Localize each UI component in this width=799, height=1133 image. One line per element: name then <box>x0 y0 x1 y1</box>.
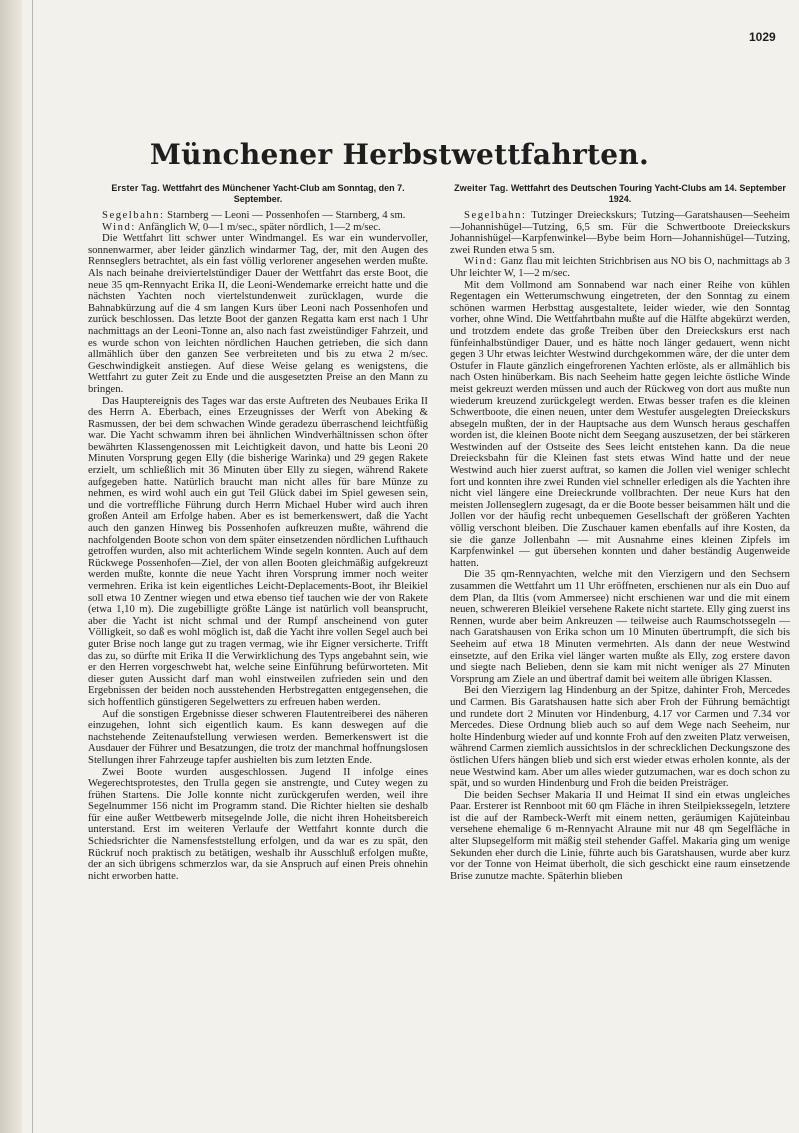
article-title: Münchener Herbstwettfahrten. <box>149 138 650 171</box>
left-paragraph: Das Hauptereignis des Tages war das erste Auftreten des Neubaues Erika II des Herrn A. Eberbach, eines Erzeugnisses der Werft von Abeking & Rasmussen, der bei dem schwachen Winde geradezu überraschend leichtfüßig war. Die Yacht schwamm ihren bei ähnlichen Windverhältnissen schon öfter bewährten Klassengenossen mit Leichtigkeit davon, und hatte bis Leoni 20 Minuten Vorsprung gegen Elly (die bisherige Warinka) und 29 gegen Rakete erzielt, um schließlich mit 36 Minuten über Elly zu siegen, während Rakete aufgegeben hatte. Natürlich braucht man nicht alles für bare Münze zu nehmen, es wird wohl auch ein gut Teil Glück dabei im Spiel gewesen sein, und die vortreffliche Führung durch Herrn Michael Huber wird auch ihren großen Anteil am Erfolge haben. Aber es ist bemerkenswert, daß die Yacht auch den ganzen Hinweg bis Possenhofen aufkreuzen mußte, während die nachfolgenden Boote schon von dem später einsetzenden nördlichen Lufthauch getroffen wurden, also mit achterlichem Winde segeln konnten. Auch auf dem Rückwege Possenhofen—Ziel, der von allen Booten gleichmäßig aufgekreuzt werden mußte, konnte die neue Yacht ihren Vorsprung immer noch weiter vermehren. Erika ist kein eigentliches Leicht-Deplacements-Boot, ihr Bleikiel soll etwa 10 Zentner wiegen und etwa ebenso tief tauchen wie der von Rakete (etwa 1,10 m). Die zugebilligte größte Länge ist natürlich voll beansprucht, aber die Yacht ist nicht schmal und der Rumpf anscheinend von guter Völligkeit, so daß es wohl möglich ist, daß die Yacht ihre vollen Segel auch bei guter Brise noch lange gut zu tragen vermag, wie ihr Eigner versicherte. Trifft das zu, so dürfte mit Erika II die Verwirklichung des Typs angebahnt sein, wie er den Herren vorgeschwebt hat, welche seine Einführung befürworteten. Mit dieser guten Aussicht darf man wohl einstweilen zufrieden sein und den Ergebnissen der beiden noch ausstehenden Herbstregatten entgegensehen, die sich hoffentlich günstigeren Segelwetters zu erfreuen haben werden. <box>88 394 428 708</box>
wind-text: Anfänglich W, 0—1 m/sec., später nördlich, 1—2 m/sec. <box>137 220 381 233</box>
right-header-day: Zweiter Tag. <box>454 183 509 193</box>
right-paragraph: Die beiden Sechser Makaria II und Heimat II sind ein etwas ungleiches Paar. Ersterer ist Rennboot mit 60 qm Fläche in ihren Steilpiekssegeln, letztere ist die auf der Rambeck-Werft mit einem netten, geräumigen Kajüteinbau versehene ehemalige 6 m-Rennyacht Alraune mit nur 48 qm Segelfläche in alter Slupsegelform mit mäßig steil stehender Gaffel. Makaria ging um wenige Sekunden eher durch die Linie, führte auch bis Garatshausen, wurde aber kurz vor der Tonne von Heimat überholt, die sich geschickt eine raum einsetzende Brise zunutze machte. Späterhin blieben <box>450 788 790 882</box>
left-paragraph: Auf die sonstigen Ergebnisse dieser schweren Flautentreiberei des näheren einzugehen, lohnt sich eigentlich kaum. Es kann deswegen auf die nachstehende Zeitenaufstellung verwiesen werden. Bemerkenswert ist die Ausdauer der Führer und Besatzungen, die trotz der manchmal hoffnungslosen Stellungen ihrer Fahrzeuge tapfer aushielten bis zum letzten Ende. <box>88 707 428 766</box>
page-number: 1029 <box>749 30 776 44</box>
right-segelbahn <box>450 210 790 256</box>
left-body <box>88 210 428 882</box>
right-column <box>450 183 790 882</box>
wind-label: Wind: <box>464 255 498 268</box>
left-header-day: Erster Tag. <box>111 183 160 193</box>
right-column-header <box>450 183 790 204</box>
segelbahn-text: Starnberg — Leoni — Possenhofen — Starnberg, 4 sm. <box>167 209 406 221</box>
wind-label: Wind: <box>102 220 136 233</box>
segelbahn-label: Segelbahn: <box>102 209 165 221</box>
segelbahn-label: Segelbahn: <box>464 209 527 221</box>
left-paragraph: Zwei Boote wurden ausgeschlossen. Jugend II infolge eines Wegerechtsprotestes, den Trulla gegen sie anstrengte, und Cutey wegen zu frühen Startens. Die Jolle konnte nicht zurückgerufen werden, weil ihre Segelnummer 156 nicht im Programm stand. Die Richter hielten sie deshalb für eine außer Wettbewerb mitsegelnde Jolle, die nicht ihren Hoheitsbereich unterstand. Erst im weiteren Verlaufe der Wettfahrt konnte durch die Schiedsrichter die Namensfeststellung erfolgen, und da war es zu spät, den Rückruf noch praktisch zu betätigen, weshalb ihr Ausschluß erfolgen mußte, der an sich übrigens schmerzlos war, da sie Anspruch auf einen Preis ohnehin nicht erworben hatte. <box>88 765 428 882</box>
left-column-header <box>88 183 428 204</box>
right-paragraph: Mit dem Vollmond am Sonnabend war nach einer Reihe von kühlen Regentagen ein Wetterumschwung eingetreten, der den Sonntag zu einem schönen warmen Herbsttag ausgestaltete, leider wieder, wie den Sonntag vorher, ohne Wind. Die Wettfahrtbahn mußte auf die Hälfte abgekürzt werden, und trotzdem endete das große Treiben über den Dreieckskurs erst nach fünfeinhalbstündiger Dauer, und es hätte noch länger gedauert, wenn nicht gegen 3 Uhr etwas leichter Westwind durchgekommen wäre, der die unter dem Ostufer in Flaute gänzlich eingefrorenen Yachten erlöste, als er allmählich bis nach Osten hinüberkam. Bis nach Seeheim hatte gegen leichte östliche Winde meist gekreuzt werden müssen und auch der Rückweg von dort aus mußte nun wiederum kreuzend zurückgelegt werden. Etwas besser trafen es die kleinen Schwertboote, die einen neuen, unter dem Westufer ausgelegten Dreieckskurs absegeln mußten, der in der Hauptsache aus dem Wunsch heraus geschaffen worden ist, die kleinen Boote nicht dem Seegang auszusetzen, der bei stärkeren Westwinden auf der Ostseite des Sees leicht entstehen kann. Da die neue Dreiecksbahn für die Kleinen fast stets etwas Wind hatte und der neue Westwind auch hier zuerst auftrat, so kamen die Jollen viel weniger schlecht fort und konnten ihre zwei Runden viel schneller erledigen als die Yachten ihre nicht viel längere eine Dreieckrunde vollbrachten. Der neue Kurs hat den meisten Jollenseglern zugesagt, da er die Boote besser beisammen hält und die Jollen vor der häufig recht unbequemen Gesellschaft der größeren Yachten völlig verschont bleiben. Die Zuschauer kamen ebenfalls auf ihre Kosten, da sie die ganze Jollenbahn — mit Ausnahme eines kleinen Zipfels im Karpfenwinkel — gut übersehen konnten und daher beständig Augenweide hatten. <box>450 278 790 569</box>
left-header-text: Wettfahrt des Münchener Yacht-Club am Sonntag, den 7. September. <box>162 183 405 204</box>
right-body <box>450 210 790 882</box>
left-paragraph: Die Wettfahrt litt schwer unter Windmangel. Es war ein wundervoller, sonnenwarmer, aber leider gänzlich windarmer Tag, der, mit den Augen des Rennseglers betrachtet, als ein fast völlig verlorener angesehen werden mußte. Als nach beinahe dreiviertelstündiger Dauer der Wettfahrt das erste Boot, die neue 35 qm-Rennyacht Erika II, die Leoni-Wendemarke erreicht hatte und die nächsten Yachten noch viertelstundenweit zurücklagen, wurde die Bahnabkürzung auf die 4 sm langen Kurs über Leoni nach Possenhofen und zurück beschlossen. Das letzte Boot der ganzen Regatta kam erst nach 1 Uhr nachmittags an der Leoni-Tonne an, also nach fast zweistündiger Fahrzeit, und es wurde schon von leichten nördlichen Hauchen getrieben, die sich dann allmählich über den ganzen See verbreiteten und bis zu etwa 2 m/sec. Geschwindigkeit anstiegen. Auf diese Weise gelang es wenigstens, die Wettfahrt zu guter Zeit zu Ende und die ausgesetzten Preise an den Mann zu bringen. <box>88 232 428 395</box>
wind-text: Ganz flau mit leichten Strichbrisen aus NO bis O, nachmittags ab 3 Uhr leichter W, 1—2 m/sec. <box>450 255 790 279</box>
right-header-text: Wettfahrt des Deutschen Touring Yacht-Clubs am 14. September 1924. <box>510 183 786 204</box>
segelbahn-text: Tutzinger Dreieckskurs; Tutzing—Garatshausen—Seeheim—Johannishügel—Tutzing, 6,5 sm. Für die Schwertboote Dreieckskurs Johannishügel—Karpfenwinkel—Bybe beim Horn—Johannishügel—Tutzing, zwei Runden etwa 5 sm. <box>450 209 790 256</box>
right-paragraph: Bei den Vierzigern lag Hindenburg an der Spitze, dahinter Froh, Mercedes und Carmen. Bis Garatshausen hatte sich aber Froh der Führung bemächtigt und rundete dort 2 Minuten vor Hindenburg, 4.17 vor Carmen und 7.34 vor Mercedes. Diese Ordnung blieb auch so auf dem Wege nach Seeheim, nur holte Hindenburg wieder auf und konnte Froh auf den zweiten Platz verweisen, während Carmen ziemlich aussichtslos in der schrecklichen Deckungszone des östlichen Ufers hängen blieb und sich erst wieder etwas erholen konnte, als der neue Westwind kam. Aber um alles wieder gutzumachen, war es doch schon zu spät, und so wurden Hindenburg und Froh die beiden Preisträger. <box>450 684 790 790</box>
right-paragraph: Die 35 qm-Rennyachten, welche mit den Vierzigern und den Sechsern zusammen die Wettfahrt um 11 Uhr eröffneten, erschienen nur als ein Duo auf dem Plan, da Iltis (vom Ammersee) nicht erschienen war und die mit einem neuen, schwereren Bleikiel versehene Rakete nicht startete. Elly ging zuerst ins Rennen, wurde aber beim Ankreuzen — teilweise auch Raumschotssegeln — nach Garatshausen von Erika schon um 10 Minuten übertrumpft, die sich bis Seeheim auf etwa 18 Minuten vermehrten. Als dann der neue Westwind einsetzte, auf den Erika viel länger warten mußte als Elly, zog erstere davon und siegte nach Belieben, denn sie kam mit nicht weniger als 27 Minuten Vorsprung am Ziele an und übertraf damit bei weitem alle übrigen Klassen. <box>450 568 790 685</box>
left-column <box>88 183 428 882</box>
right-wind <box>450 256 790 279</box>
